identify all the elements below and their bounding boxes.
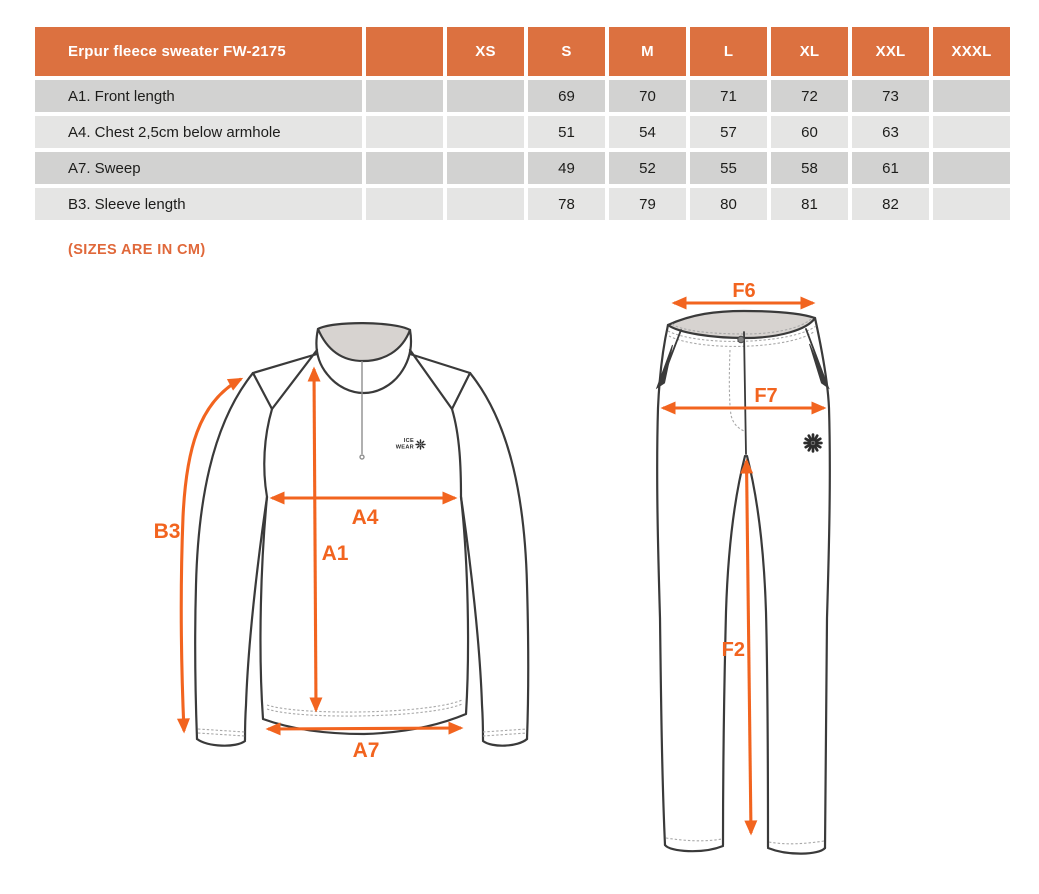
units-note: (SIZES ARE IN CM) [68, 242, 206, 258]
sweater-brand-logo [396, 438, 425, 451]
pants-right-pocket-wedge [810, 344, 829, 388]
f2-label: F2 [721, 639, 745, 661]
sweater-left-raglan-seam [264, 409, 272, 497]
pants-right-cuff [768, 848, 825, 854]
f7-label: F7 [754, 385, 778, 407]
a1-label: A1 [321, 542, 349, 565]
size-value: 55 [690, 152, 767, 184]
sweater-diagram [154, 323, 529, 762]
size-column-header-l: L [690, 27, 767, 76]
size-value: 69 [528, 80, 605, 112]
sweater-left-sleeve [195, 373, 253, 739]
size-value: 61 [852, 152, 929, 184]
measurement-label: A1. Front length [35, 80, 362, 112]
size-value: 71 [690, 80, 767, 112]
pants-center-front-seam [744, 332, 746, 454]
size-value: 82 [852, 188, 929, 220]
size-value: 49 [528, 152, 605, 184]
size-value: 81 [771, 188, 848, 220]
measurement-label: B3. Sleeve length [35, 188, 362, 220]
size-value: 63 [852, 116, 929, 148]
a7-label: A7 [352, 739, 380, 762]
pants-left-side [657, 325, 668, 845]
sweater-snowflake-icon [416, 440, 425, 449]
size-column-header-xxl: XXL [852, 27, 929, 76]
sweater-left-cuff-stitch [198, 729, 245, 736]
sweater-right-raglan-seam [452, 409, 461, 497]
pants-right-side [815, 318, 830, 848]
f6-label: F6 [732, 280, 756, 302]
size-value: 73 [852, 80, 929, 112]
f2-measure-arrow [747, 461, 752, 833]
b3-label: B3 [153, 520, 181, 543]
pants-snowflake-icon [805, 435, 822, 452]
sweater-zipper-pull [360, 455, 364, 459]
size-value: 80 [690, 188, 767, 220]
size-value: 58 [771, 152, 848, 184]
pants-diagram [657, 280, 830, 854]
sweater-right-shoulder-seam [410, 350, 470, 409]
sweater-right-cuff [483, 739, 527, 746]
size-value: 70 [609, 80, 686, 112]
sweater-right-cuff-stitch [483, 729, 527, 736]
size-value: 60 [771, 116, 848, 148]
size-value: 72 [771, 80, 848, 112]
logo-text-line2: WEAR [395, 444, 414, 451]
logo-text-line1: ICE [403, 438, 414, 444]
sweater-right-sleeve [470, 373, 528, 739]
sweater-collar-inner [318, 323, 410, 361]
product-title: Erpur fleece sweater FW-2175 [35, 27, 362, 76]
size-value: 57 [690, 116, 767, 148]
sweater-left-cuff [197, 739, 245, 746]
a4-label: A4 [351, 506, 379, 529]
b3-measure-arrow [181, 379, 241, 731]
a1-measure-arrow [314, 369, 316, 710]
size-column-header-m: M [609, 27, 686, 76]
size-value: 54 [609, 116, 686, 148]
sweater-torso-outline [260, 497, 468, 734]
size-column-header-xxxl: XXXL [933, 27, 1010, 76]
pants-button [738, 336, 744, 342]
measurement-label: A7. Sweep [35, 152, 362, 184]
pants-left-cuff [665, 845, 723, 851]
size-column-header-xl: XL [771, 27, 848, 76]
sweater-left-shoulder-seam [253, 350, 317, 409]
size-value: 51 [528, 116, 605, 148]
pants-left-cuff-stitch [666, 838, 722, 841]
pants-left-pocket-wedge [657, 345, 673, 388]
size-value: 79 [609, 188, 686, 220]
size-value: 78 [528, 188, 605, 220]
pants-fly-stitch [729, 350, 744, 431]
measurement-label: A4. Chest 2,5cm below armhole [35, 116, 362, 148]
a7-measure-arrow [268, 728, 461, 729]
size-column-header-xs: XS [447, 27, 524, 76]
sweater-hem-stitch [267, 700, 462, 716]
size-column-header-s: S [528, 27, 605, 76]
pants-right-cuff-stitch [769, 841, 824, 844]
size-value: 52 [609, 152, 686, 184]
